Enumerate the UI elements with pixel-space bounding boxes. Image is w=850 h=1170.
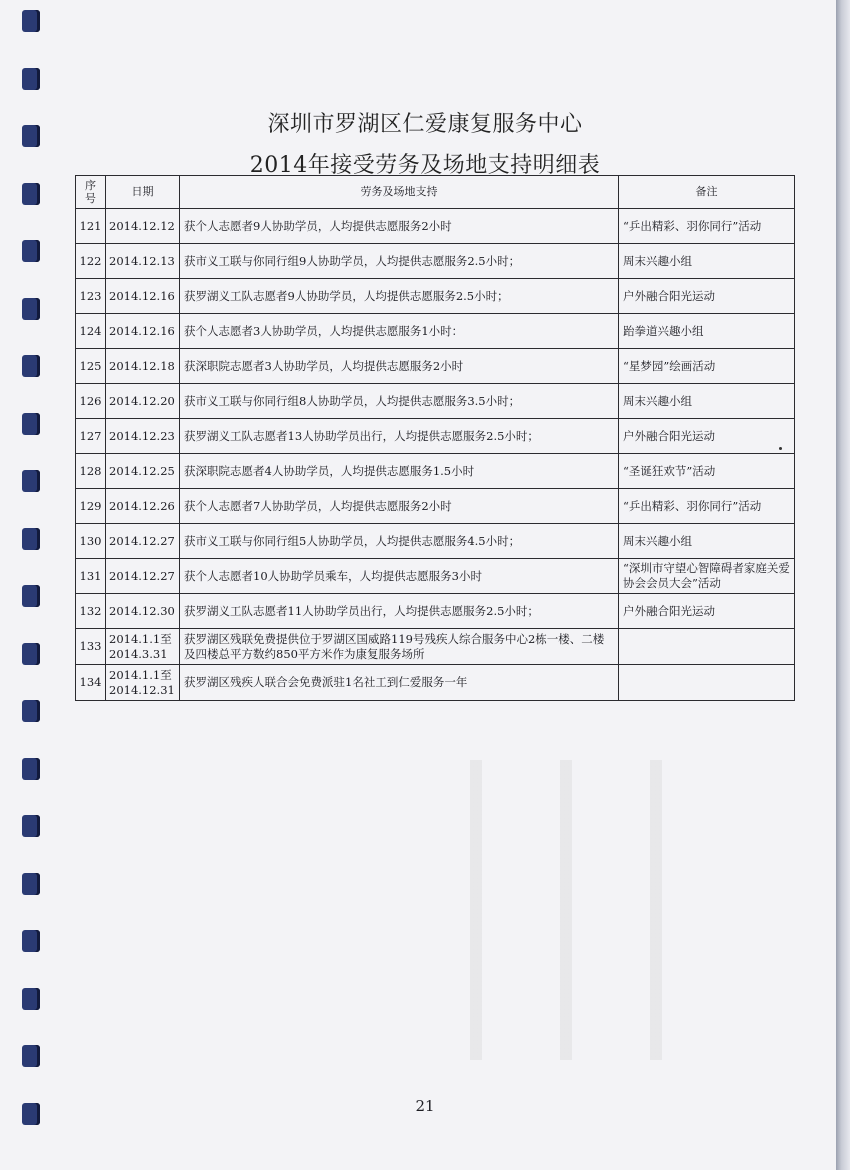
row-support: 获个人志愿者7人协助学员，人均提供志愿服务2小时 [180,489,619,524]
binding-ring [22,240,40,262]
row-date-start: 2014.12.16 [109,288,175,303]
row-support: 获罗湖义工队志愿者9人协助学员，人均提供志愿服务2.5小时； [180,279,619,314]
row-remark: 户外融合阳光运动 [619,594,795,629]
row-remark: 户外融合阳光运动 [619,279,795,314]
row-remark: “圣诞狂欢节”活动 [619,454,795,489]
binding-ring [22,528,40,550]
binding-ring [22,355,40,377]
row-date-start: 2014.12.12 [109,218,175,233]
row-number: 130 [76,524,106,559]
row-date [106,489,180,524]
row-number: 129 [76,489,106,524]
show-through-marks [430,760,680,1060]
row-date [106,594,180,629]
row-date [106,559,180,594]
support-detail-table [75,175,795,701]
row-remark: 跆拳道兴趣小组 [619,314,795,349]
row-date [106,665,180,701]
table-row [76,314,795,349]
row-number: 123 [76,279,106,314]
row-date-start: 2014.12.13 [109,253,175,268]
table-row [76,419,795,454]
binding-ring [22,183,40,205]
binding-ring [22,758,40,780]
row-remark: “星梦园”绘画活动 [619,349,795,384]
row-date-start: 2014.12.23 [109,428,175,443]
row-date [106,629,180,665]
binding-ring [22,585,40,607]
row-date-start: 2014.1.1至 [109,667,172,682]
row-date-start: 2014.1.1至 [109,631,172,646]
binding-ring [22,873,40,895]
row-remark: “乒出精彩、羽你同行”活动 [619,209,795,244]
row-date [106,279,180,314]
row-remark: 户外融合阳光运动 [619,419,795,454]
binding-ring [22,988,40,1010]
row-support: 获市义工联与你同行组5人协助学员，人均提供志愿服务4.5小时； [180,524,619,559]
row-remark: 周末兴趣小组 [619,384,795,419]
binding-ring [22,298,40,320]
row-number: 121 [76,209,106,244]
row-date-start: 2014.12.30 [109,603,175,618]
binding-ring [22,1045,40,1067]
row-support: 获个人志愿者10人协助学员乘车，人均提供志愿服务3小时 [180,559,619,594]
row-date [106,209,180,244]
row-date-start: 2014.12.16 [109,323,175,338]
row-remark: 周末兴趣小组 [619,244,795,279]
table-header-row [76,176,795,209]
row-support: 获罗湖义工队志愿者13人协助学员出行，人均提供志愿服务2.5小时； [180,419,619,454]
table-row [76,349,795,384]
row-support: 获罗湖义工队志愿者11人协助学员出行，人均提供志愿服务2.5小时； [180,594,619,629]
row-support: 获市义工联与你同行组9人协助学员，人均提供志愿服务2.5小时； [180,244,619,279]
row-support: 获罗湖区残联免费提供位于罗湖区国威路119号残疾人综合服务中心2栋一楼、二楼及四楼总平方数约850平方米作为康复服务场所 [180,629,619,665]
binding-ring [22,470,40,492]
row-number: 122 [76,244,106,279]
row-date [106,454,180,489]
row-support: 获罗湖区残疾人联合会免费派驻1名社工到仁爱服务一年 [180,665,619,701]
row-date-end: 2014.3.31 [109,646,168,661]
row-date-start: 2014.12.27 [109,533,175,548]
row-support: 获市义工联与你同行组8人协助学员，人均提供志愿服务3.5小时； [180,384,619,419]
row-support: 获个人志愿者3人协助学员，人均提供志愿服务1小时： [180,314,619,349]
table-row [76,384,795,419]
row-number: 134 [76,665,106,701]
binding-ring [22,643,40,665]
row-date [106,384,180,419]
table-row [76,594,795,629]
row-remark: “乒出精彩、羽你同行”活动 [619,489,795,524]
row-date-start: 2014.12.26 [109,498,175,513]
header-remark: 备注 [619,176,795,209]
row-date [106,419,180,454]
row-support: 获个人志愿者9人协助学员，人均提供志愿服务2小时 [180,209,619,244]
table-row [76,209,795,244]
ink-dot [779,447,782,450]
binding-ring [22,700,40,722]
row-number: 127 [76,419,106,454]
table-row [76,559,795,594]
row-date-end: 2014.12.31 [109,682,175,697]
binding-ring [22,10,40,32]
row-date-start: 2014.12.20 [109,393,175,408]
row-date-start: 2014.12.25 [109,463,175,478]
row-support: 获深职院志愿者4人协助学员，人均提供志愿服务1.5小时 [180,454,619,489]
binding-ring [22,413,40,435]
row-date [106,349,180,384]
table-row [76,629,795,665]
binding-ring [22,930,40,952]
table-row [76,279,795,314]
row-number: 126 [76,384,106,419]
header-date: 日期 [106,176,180,209]
paper-edge [836,0,850,1170]
header-support: 劳务及场地支持 [180,176,619,209]
row-remark [619,665,795,701]
table-row [76,454,795,489]
row-number: 124 [76,314,106,349]
row-number: 132 [76,594,106,629]
row-number: 128 [76,454,106,489]
row-remark: 周末兴趣小组 [619,524,795,559]
row-number: 131 [76,559,106,594]
row-remark: “深圳市守望心智障碍者家庭关爱协会会员大会”活动 [619,559,795,594]
row-date [106,314,180,349]
row-date-start: 2014.12.18 [109,358,175,373]
row-date-start: 2014.12.27 [109,568,175,583]
table-row [76,244,795,279]
row-support: 获深职院志愿者3人协助学员，人均提供志愿服务2小时 [180,349,619,384]
table-row [76,524,795,559]
binding-ring [22,815,40,837]
row-remark [619,629,795,665]
document-subtitle: 2014年接受劳务及场地支持明细表 [249,153,601,178]
document-title: 深圳市罗湖区仁爱康复服务中心 [267,112,583,137]
row-number: 125 [76,349,106,384]
row-date [106,244,180,279]
row-date [106,524,180,559]
table-row [76,489,795,524]
binding-ring [22,68,40,90]
row-number: 133 [76,629,106,665]
table-row [76,665,795,701]
page-number: 21 [415,1097,435,1115]
header-seq: 序 号 [76,176,106,209]
